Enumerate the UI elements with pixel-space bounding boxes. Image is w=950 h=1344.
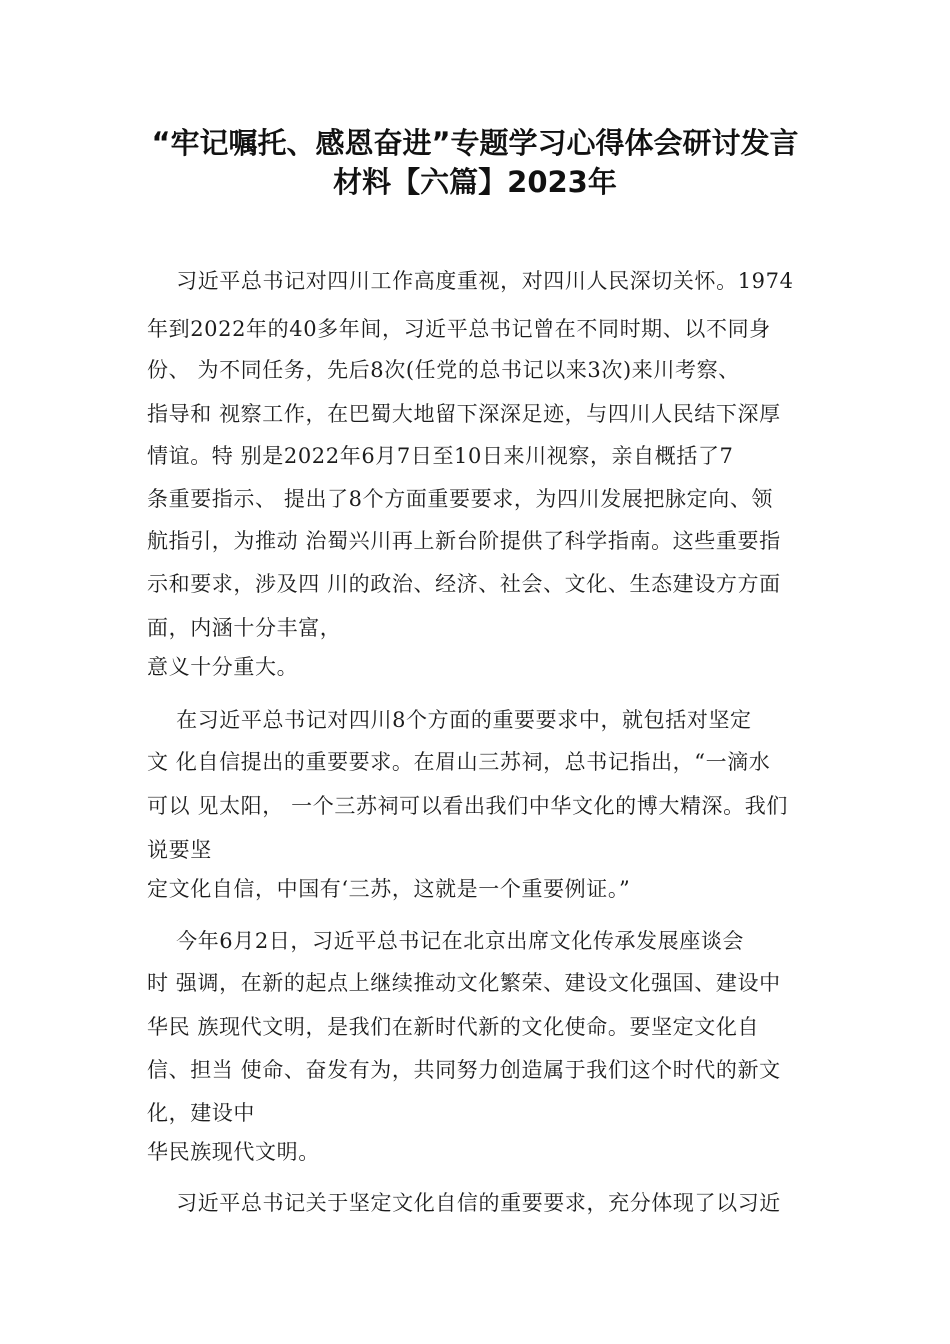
body-text-line: 情谊。特 别是2022年6月7日至10日来川视察，亲自概括了7	[147, 444, 734, 468]
body-text-line: 份、 为不同任务，先后8次(任党的总书记以来3次)来川考察、	[147, 358, 740, 382]
body-text-line: 可以 见太阳， 一个三苏祠可以看出我们中华文化的博大精深。我们	[147, 794, 788, 818]
body-text-line: 说要坚	[147, 838, 212, 862]
body-text-line: 面，内涵十分丰富，	[147, 616, 342, 640]
body-text-line: 在习近平总书记对四川8个方面的重要要求中，就包括对坚定	[147, 708, 752, 732]
body-text-line: 年到2022年的40多年间，习近平总书记曾在不同时期、以不同身	[147, 317, 771, 341]
body-text-line: 信、担当 使命、奋发有为，共同努力创造属于我们这个时代的新文	[147, 1058, 781, 1082]
body-text-line: 华民 族现代文明，是我们在新时代新的文化使命。要坚定文化自	[147, 1015, 760, 1039]
body-text-line: 条重要指示、 提出了8个方面重要要求，为四川发展把脉定向、领	[147, 487, 774, 511]
body-text-line: 航指引，为推动 治蜀兴川再上新台阶提供了科学指南。这些重要指	[147, 529, 781, 553]
body-text-line: 时 强调，在新的起点上继续推动文化繁荣、建设文化强国、建设中	[147, 971, 781, 995]
body-text-line: 习近平总书记关于坚定文化自信的重要要求，充分体现了以习近	[147, 1191, 781, 1215]
document-title-line-2: 材料【六篇】2023年	[333, 165, 617, 199]
document-title-line-1: “牢记嘱托、感恩奋进”专题学习心得体会研讨发言	[151, 126, 799, 160]
body-text-line: 华民族现代文明。	[147, 1140, 320, 1164]
body-text-line: 文 化自信提出的重要要求。在眉山三苏祠，总书记指出，“一滴水	[147, 750, 771, 774]
body-text-line: 定文化自信，中国有‘三苏，这就是一个重要例证。”	[147, 877, 631, 901]
body-text-line: 意义十分重大。	[147, 655, 299, 679]
body-text-line: 今年6月2日，习近平总书记在北京出席文化传承发展座谈会	[147, 929, 745, 953]
body-text-line: 示和要求，涉及四 川的政治、经济、社会、文化、生态建设方方面	[147, 572, 781, 596]
body-text-line: 指导和 视察工作，在巴蜀大地留下深深足迹，与四川人民结下深厚	[147, 402, 781, 426]
body-text-line: 化，建设中	[147, 1101, 255, 1125]
body-text-line: 习近平总书记对四川工作高度重视，对四川人民深切关怀。1974	[147, 269, 794, 293]
